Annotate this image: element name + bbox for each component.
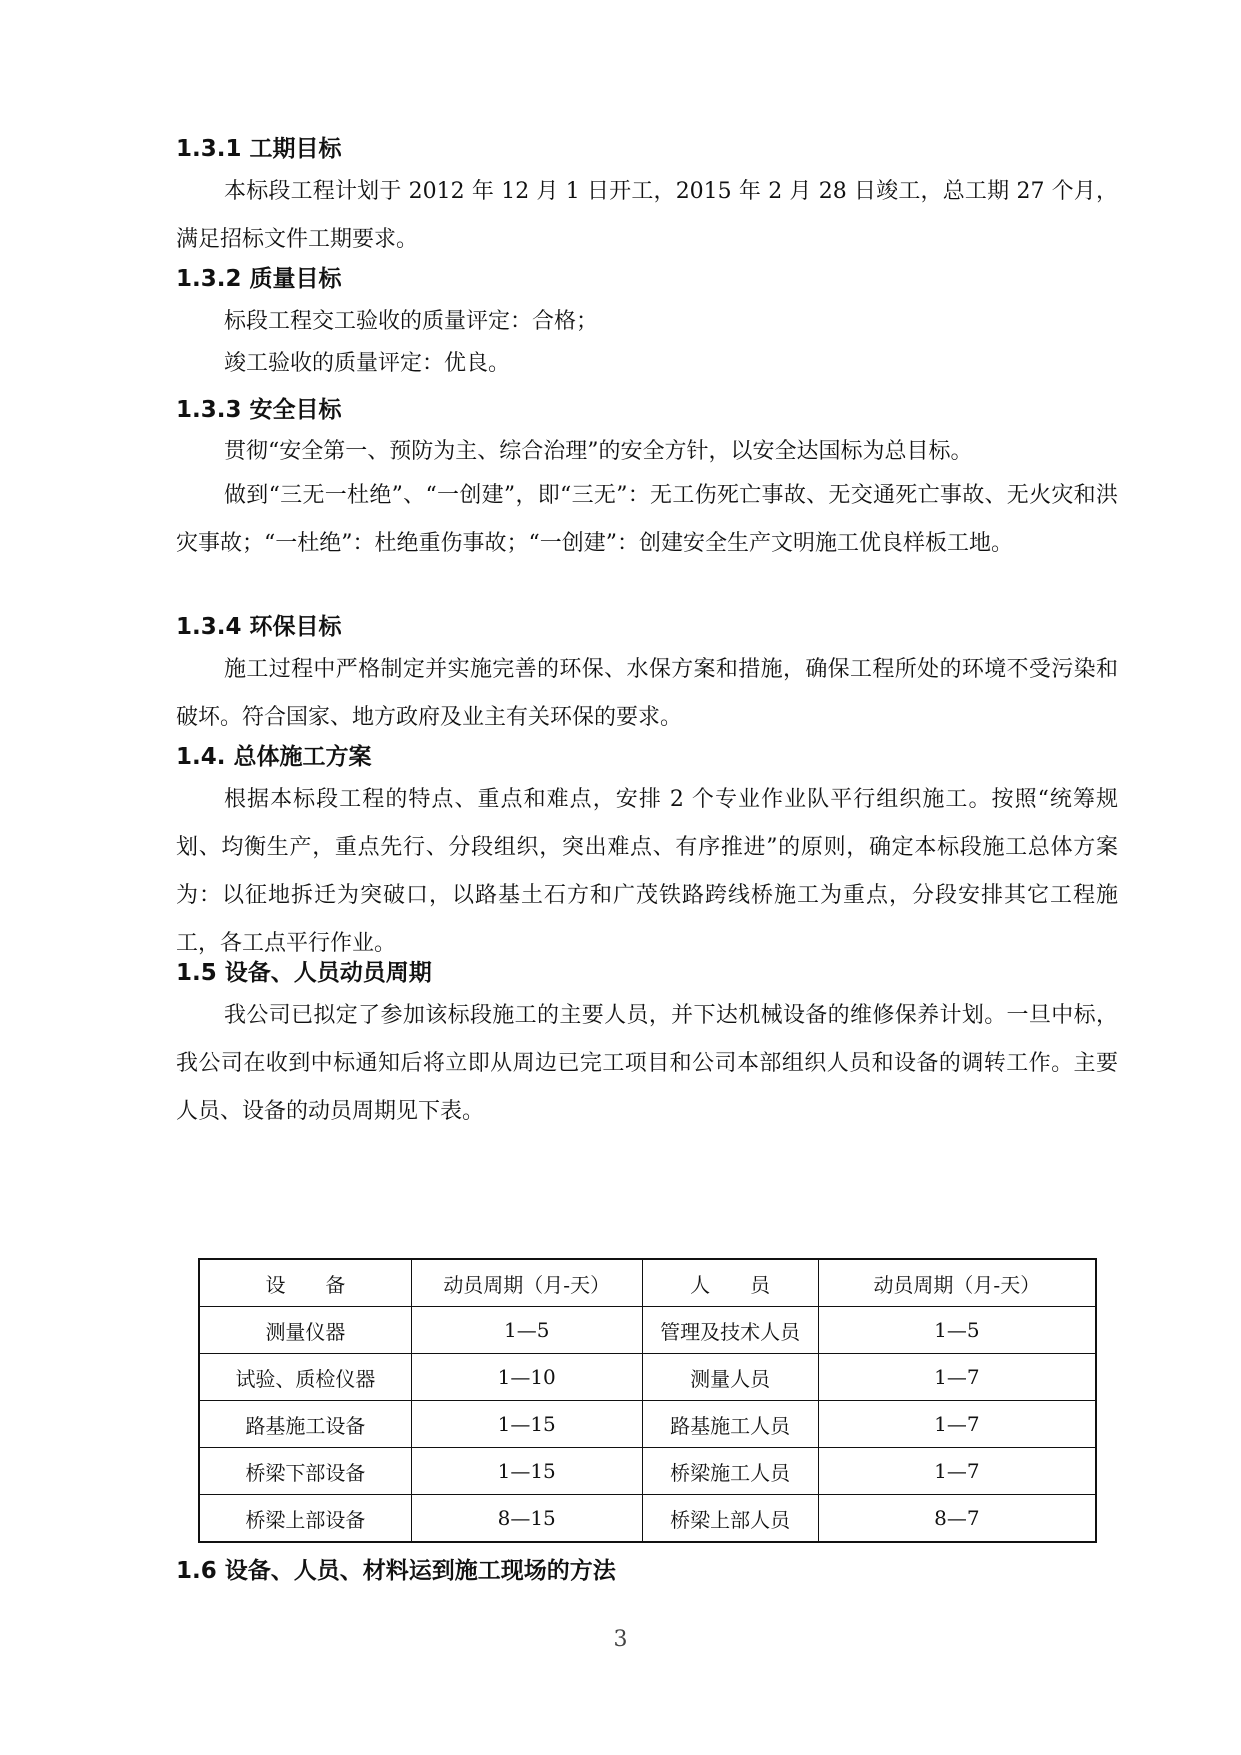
paragraph-schedule-goal: 本标段工程计划于 2012 年 12 月 1 日开工，2015 年 2 月 28 日竣工，总工期 27 个月，满足招标文件工期要求。 <box>176 179 1118 252</box>
table-header-cell: 动员周期（月-天） <box>818 1259 1096 1307</box>
table-row <box>199 1354 1096 1401</box>
section-heading-1-5: 1.5 设备、人员动员周期 <box>176 960 432 986</box>
section-heading-1-3-2: 1.3.2 质量目标 <box>176 266 342 292</box>
paragraph-safety-policy: 贯彻“安全第一、预防为主、综合治理”的安全方针，以安全达国标为总目标。 <box>224 439 973 464</box>
section-heading-1-3-3: 1.3.3 安全目标 <box>176 397 342 423</box>
table-cell: 8—7 <box>818 1495 1096 1543</box>
table-cell: 1—7 <box>818 1448 1096 1495</box>
table-row <box>199 1401 1096 1448</box>
table-cell: 1—5 <box>411 1307 642 1354</box>
table-cell: 桥梁上部设备 <box>199 1495 411 1543</box>
paragraph-quality-completion: 竣工验收的质量评定：优良。 <box>224 351 511 376</box>
table-cell: 试验、质检仪器 <box>199 1354 411 1401</box>
table-cell: 1—7 <box>818 1401 1096 1448</box>
table-cell: 1—10 <box>411 1354 642 1401</box>
table-cell: 1—15 <box>411 1401 642 1448</box>
table-cell: 管理及技术人员 <box>642 1307 818 1354</box>
table-cell: 路基施工人员 <box>642 1401 818 1448</box>
table-cell: 路基施工设备 <box>199 1401 411 1448</box>
table-cell: 桥梁施工人员 <box>642 1448 818 1495</box>
table-row <box>199 1495 1096 1543</box>
table-cell: 测量仪器 <box>199 1307 411 1354</box>
table-header-row <box>199 1259 1096 1307</box>
section-heading-1-6: 1.6 设备、人员、材料运到施工现场的方法 <box>176 1558 616 1584</box>
table-cell: 1—5 <box>818 1307 1096 1354</box>
table-header-cell: 设 备 <box>199 1259 411 1307</box>
table-cell: 8—15 <box>411 1495 642 1543</box>
section-heading-1-3-1: 1.3.1 工期目标 <box>176 136 342 162</box>
section-heading-1-3-4: 1.3.4 环保目标 <box>176 614 342 640</box>
paragraph-overall-plan: 根据本标段工程的特点、重点和难点，安排 2 个专业作业队平行组织施工。按照“统筹规划、均衡生产，重点先行、分段组织，突出难点、有序推进”的原则，确定本标段施工总体方案为：以征地拆迁为突破口，以路基土石方和广茂铁路跨线桥施工为重点，分段安排其它工程施工，各工点平行作业。 <box>176 787 1118 956</box>
paragraph-environment-goal: 施工过程中严格制定并实施完善的环保、水保方案和措施，确保工程所处的环境不受污染和破坏。符合国家、地方政府及业主有关环保的要求。 <box>176 657 1118 730</box>
table-cell: 1—15 <box>411 1448 642 1495</box>
page-number: 3 <box>613 1627 628 1652</box>
mobilization-table <box>198 1258 1097 1543</box>
table-header-cell: 动员周期（月-天） <box>411 1259 642 1307</box>
table-cell: 桥梁上部人员 <box>642 1495 818 1543</box>
table-cell: 测量人员 <box>642 1354 818 1401</box>
table-header-cell: 人 员 <box>642 1259 818 1307</box>
table-row <box>199 1307 1096 1354</box>
paragraph-safety-targets: 做到“三无一杜绝”、“一创建”，即“三无”：无工伤死亡事故、无交通死亡事故、无火灾和洪灾事故；“一杜绝”：杜绝重伤事故；“一创建”：创建安全生产文明施工优良样板工地。 <box>176 483 1118 556</box>
paragraph-quality-handover: 标段工程交工验收的质量评定：合格； <box>224 309 599 334</box>
section-heading-1-4: 1.4. 总体施工方案 <box>176 744 372 770</box>
paragraph-mobilization: 我公司已拟定了参加该标段施工的主要人员，并下达机械设备的维修保养计划。一旦中标，我公司在收到中标通知后将立即从周边已完工项目和公司本部组织人员和设备的调转工作。主要人员、设备的动员周期见下表。 <box>176 1003 1118 1124</box>
table-cell: 桥梁下部设备 <box>199 1448 411 1495</box>
table-cell: 1—7 <box>818 1354 1096 1401</box>
table-row <box>199 1448 1096 1495</box>
